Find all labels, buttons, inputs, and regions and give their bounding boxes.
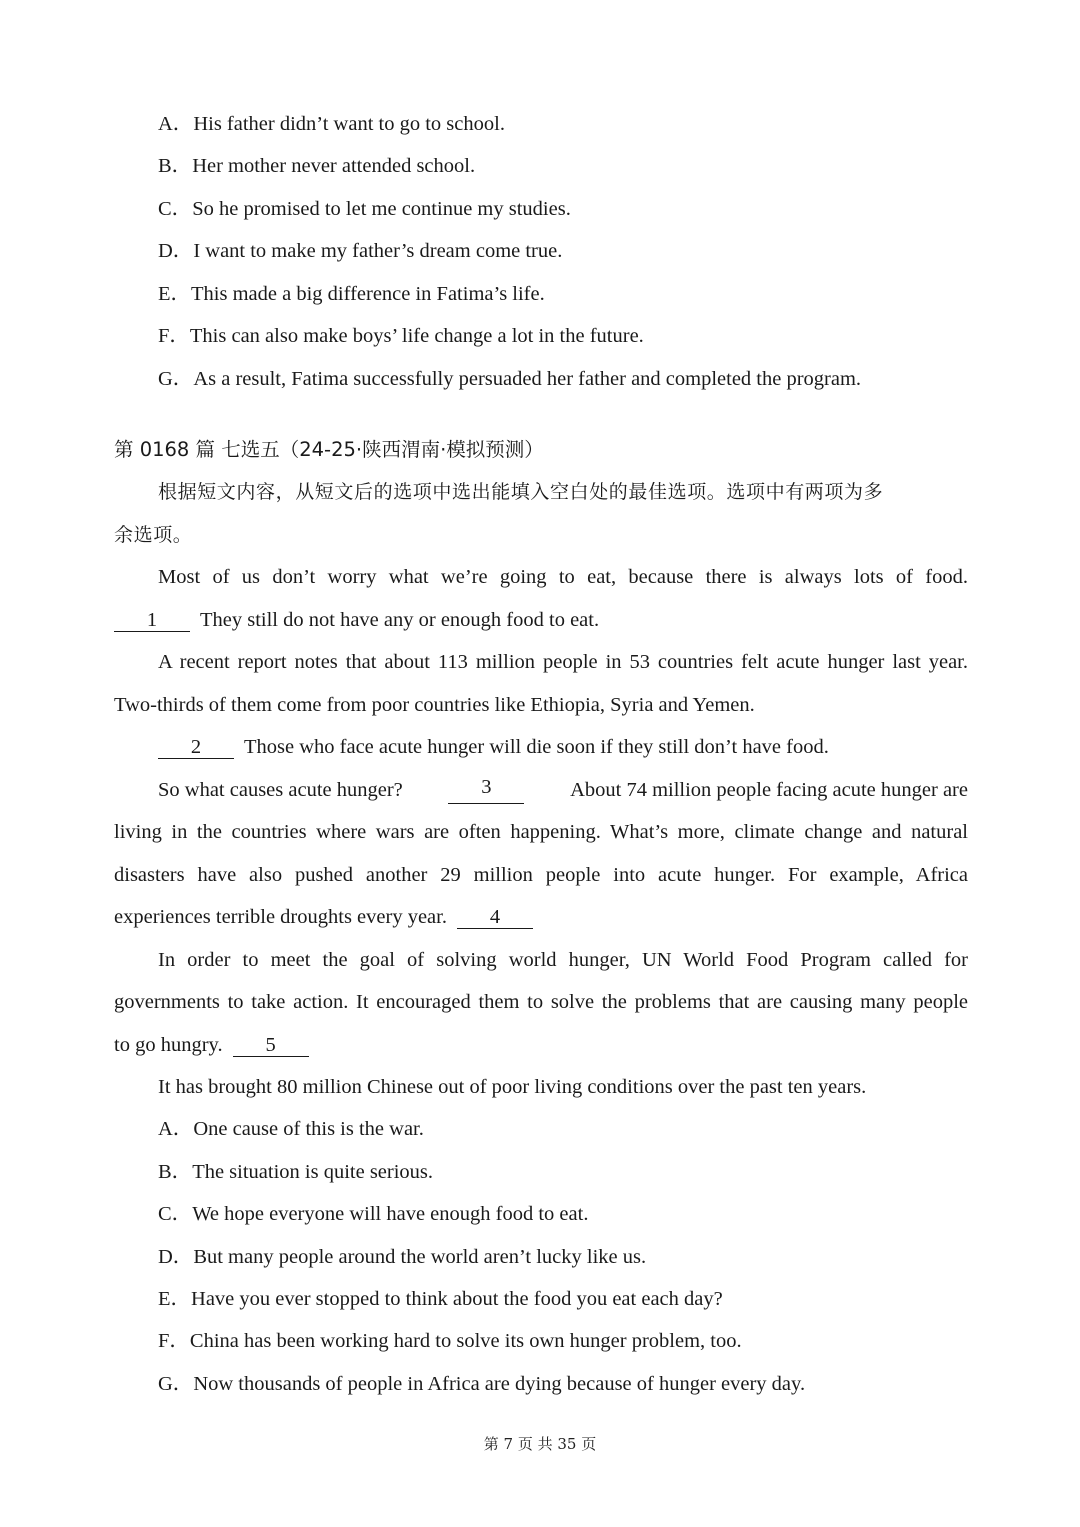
prev-option-d: D．I want to make my father’s dream come true. (158, 240, 563, 262)
prev-option-b: B．Her mother never attended school. (158, 155, 476, 177)
passage-p3-line1: 2 Those who face acute hunger will die soon if they still don’t have food. (158, 733, 968, 761)
option-e: E．Have you ever stopped to think about the food you eat each day? (158, 1288, 723, 1310)
prev-option-e: E．This made a big difference in Fatima’s life. (158, 283, 545, 305)
passage-p5-line2: governments to take action. It encouraged them to solve the problems that are causing many people (114, 991, 968, 1013)
option-c: C．We hope everyone will have enough food to eat. (158, 1203, 589, 1225)
passage-p6-line1: It has brought 80 million Chinese out of poor living conditions over the past ten years. (158, 1076, 867, 1098)
passage-p4-line4: experiences terrible droughts every year. 4 (114, 903, 968, 931)
option-g: G．Now thousands of people in Africa are dying because of hunger every day. (158, 1373, 806, 1395)
blank-1: 1 (114, 609, 190, 632)
page-number-footer: 第 7 页 共 35 页 (483, 1435, 597, 1453)
prev-option-a: A．His father didn’t want to go to school. (158, 113, 505, 135)
option-d: D．But many people around the world aren’t lucky like us. (158, 1246, 647, 1268)
blank-3: 3 (448, 776, 524, 804)
passage-p1-line2: 1 They still do not have any or enough food to eat. (114, 606, 968, 634)
option-f: F．China has been working hard to solve its own hunger problem, too. (158, 1330, 742, 1352)
passage-p2-line2: Two-thirds of them come from poor countries like Ethiopia, Syria and Yemen. (114, 694, 755, 716)
blank-2: 2 (158, 736, 234, 759)
passage-p4-line1: So what causes acute hunger? 3 About 74 million people facing acute hunger are (158, 776, 968, 804)
passage-p4-line2: living in the countries where wars are often happening. What’s more, climate change and natural (114, 821, 968, 843)
prev-option-c: C．So he promised to let me continue my studies. (158, 198, 571, 220)
prev-option-f: F．This can also make boys’ life change a lot in the future. (158, 325, 644, 347)
option-b: B．The situation is quite serious. (158, 1161, 434, 1183)
blank-4: 4 (457, 906, 533, 929)
blank-5: 5 (233, 1034, 309, 1057)
option-a: A．One cause of this is the war. (158, 1118, 424, 1140)
instruction-line-2: 余选项。 (114, 524, 193, 546)
passage-p4-line3: disasters have also pushed another 29 million people into acute hunger. For example, Africa (114, 864, 968, 886)
instruction-line-1: 根据短文内容，从短文后的选项中选出能填入空白处的最佳选项。选项中有两项为多 (158, 481, 884, 503)
passage-p1-line1: Most of us don’t worry what we’re going to eat, because there is always lots of food. (158, 566, 968, 588)
prev-option-g: G．As a result, Fatima successfully persuaded her father and completed the program. (158, 368, 862, 390)
passage-p5-line1: In order to meet the goal of solving world hunger, UN World Food Program called for (158, 949, 968, 971)
passage-p5-line3: to go hungry. 5 (114, 1031, 968, 1059)
passage-p2-line1: A recent report notes that about 113 million people in 53 countries felt acute hunger last year. (158, 651, 968, 673)
section-heading: 第 0168 篇 七选五（24-25·陕西渭南·模拟预测） (114, 438, 544, 461)
